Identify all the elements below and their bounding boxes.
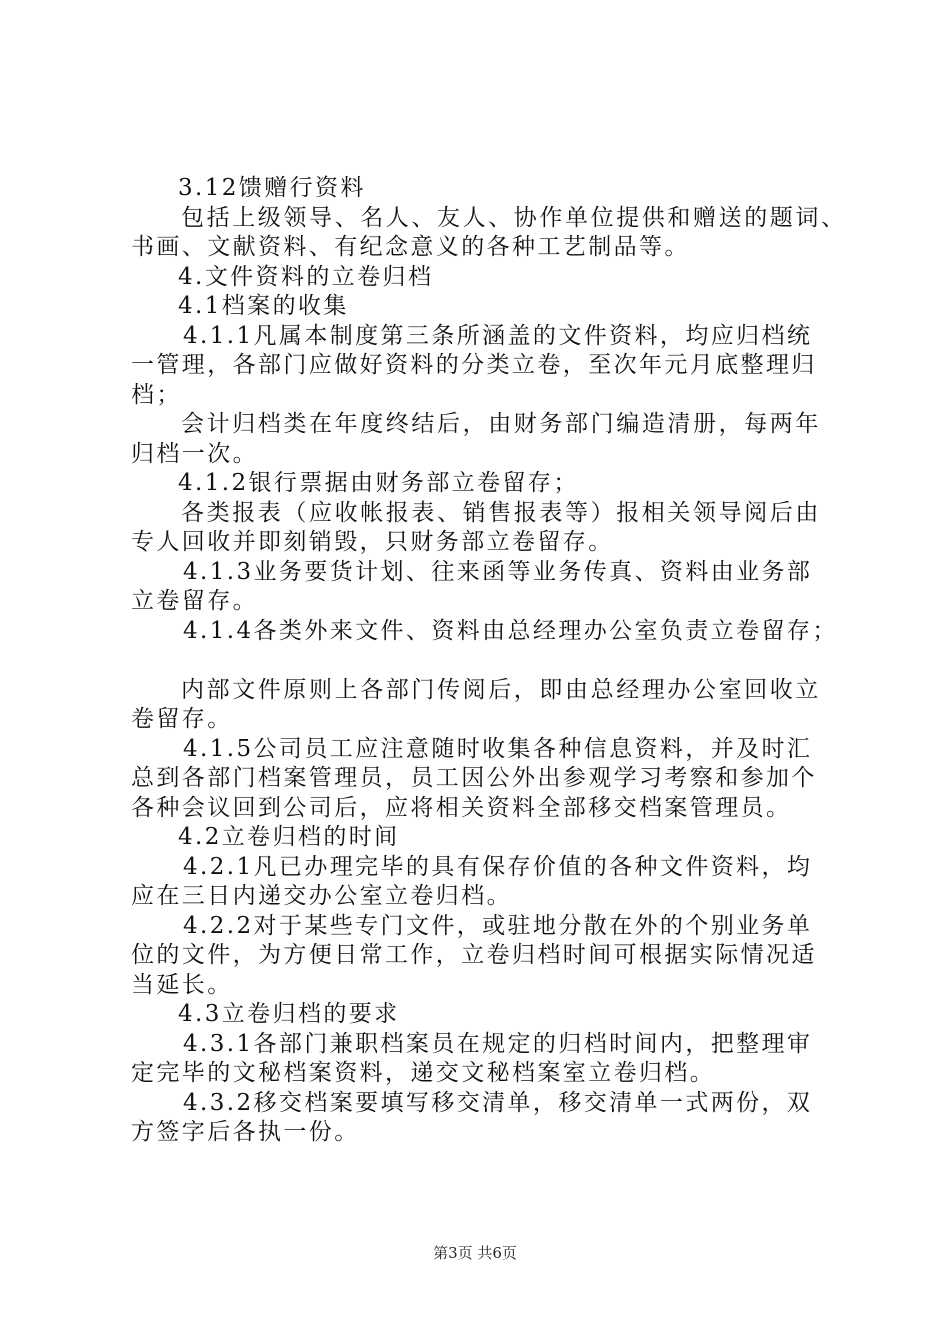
- paragraph-line: 档；: [131, 381, 182, 408]
- paragraph-line: 4.1.1凡属本制度第三条所涵盖的文件资料，均应归档统: [183, 322, 813, 349]
- paragraph-line: 各类报表（应收帐报表、销售报表等）报相关领导阅后由: [181, 499, 821, 526]
- paragraph-line: 4.1.4各类外来文件、资料由总经理办公室负责立卷留存；: [183, 617, 838, 644]
- paragraph-line: 立卷留存。: [131, 588, 258, 614]
- paragraph-line: 一管理，各部门应做好资料的分类立卷，至次年元月底整理归: [131, 352, 817, 378]
- paragraph-line: 各种会议回到公司后，应将相关资料全部移交档案管理员。: [131, 794, 792, 821]
- paragraph-line: 书画、文献资料、有纪念意义的各种工艺制品等。: [131, 234, 690, 260]
- paragraph-line: 方签字后各执一份。: [131, 1119, 360, 1145]
- paragraph-line: 4.1.5公司员工应注意随时收集各种信息资料，并及时汇: [183, 735, 813, 762]
- paragraph-line: 包括上级领导、名人、友人、协作单位提供和赠送的题词、: [181, 204, 847, 231]
- section-heading-3-12: 3.12馈赠行资料: [178, 175, 366, 201]
- section-heading-4-2: 4.2立卷归档的时间: [178, 824, 400, 850]
- page-number-footer: 第3页 共6页: [433, 1244, 517, 1262]
- paragraph-line: 位的文件，为方便日常工作，立卷归档时间可根据实际情况适: [131, 942, 817, 968]
- paragraph-line: 卷留存。: [131, 706, 233, 732]
- paragraph-line: 当延长。: [131, 971, 233, 998]
- paragraph-line: 4.2.1凡已办理完毕的具有保存价值的各种文件资料，均: [183, 853, 813, 880]
- section-heading-4-1: 4.1档案的收集: [178, 293, 349, 319]
- blank-line: [131, 646, 851, 676]
- paragraph-line: 专人回收并即刻销毁，只财务部立卷留存。: [131, 529, 614, 555]
- section-heading-4: 4.文件资料的立卷归档: [178, 263, 434, 290]
- section-heading-4-3: 4.3立卷归档的要求: [178, 1001, 400, 1027]
- paragraph-line: 4.3.1各部门兼职档案员在规定的归档时间内，把整理审: [183, 1030, 813, 1057]
- paragraph-line: 总到各部门档案管理员，员工因公外出参观学习考察和参加个: [131, 765, 817, 791]
- paragraph-line: 4.3.2移交档案要填写移交清单，移交清单一式两份，双: [183, 1089, 813, 1116]
- paragraph-line: 会计归档类在年度终结后，由财务部门编造清册，每两年: [181, 411, 821, 437]
- paragraph-line: 归档一次。: [131, 440, 258, 467]
- paragraph-line: 4.2.2对于某些专门文件，或驻地分散在外的个别业务单: [183, 912, 813, 939]
- paragraph-line: 内部文件原则上各部门传阅后，即由总经理办公室回收立: [181, 676, 821, 703]
- paragraph-line: 4.1.2银行票据由财务部立卷留存；: [178, 470, 579, 496]
- paragraph-line: 应在三日内递交办公室立卷归档。: [131, 883, 512, 909]
- document-body: [131, 174, 851, 1148]
- paragraph-line: 4.1.3业务要货计划、往来函等业务传真、资料由业务部: [183, 558, 813, 585]
- paragraph-line: 定完毕的文秘档案资料，递交文秘档案室立卷归档。: [131, 1060, 716, 1086]
